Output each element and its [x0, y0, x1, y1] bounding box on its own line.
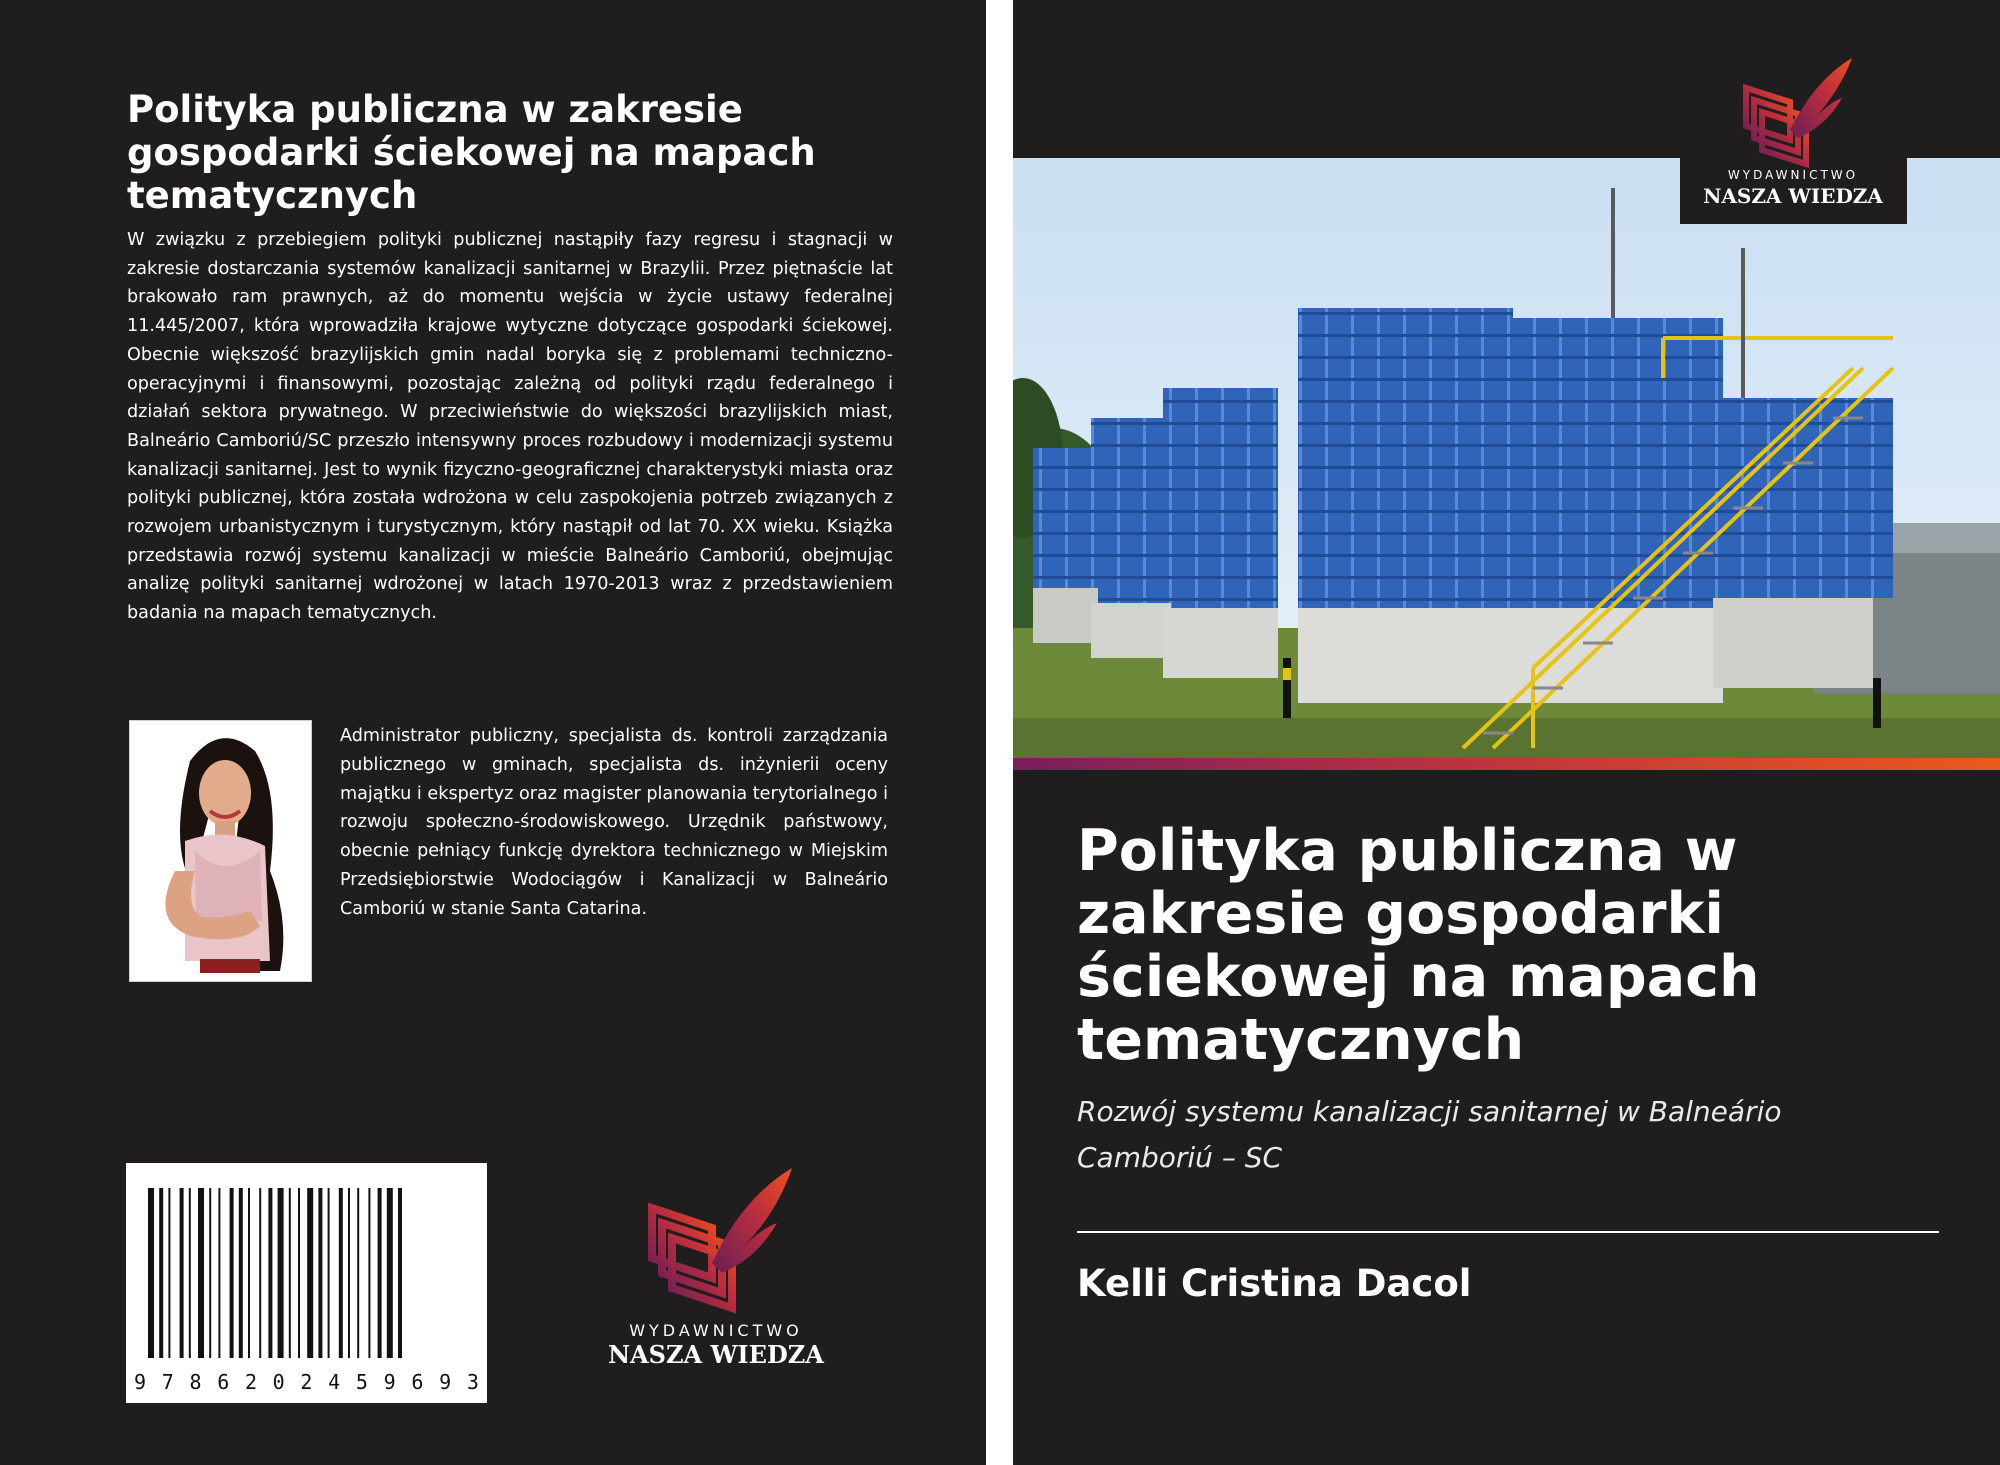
front-cover	[1013, 0, 2000, 1465]
isbn-digit: 6	[411, 1370, 424, 1394]
author-portrait-image	[130, 721, 311, 981]
barcode-bars	[126, 1163, 487, 1363]
isbn-barcode	[126, 1163, 487, 1403]
barcode-bar	[268, 1188, 272, 1358]
back-cover	[0, 0, 986, 1465]
barcode-bar	[348, 1188, 350, 1358]
publisher-line1: WYDAWNICTWO	[629, 1321, 803, 1340]
publisher-line2: NASZA WIEDZA	[1703, 184, 1883, 208]
isbn-digit: 8	[189, 1370, 202, 1394]
book-feather-icon	[592, 1168, 840, 1368]
book-description: W związku z przebiegiem polityki publicznej nastąpiły fazy regresu i stagnacji w zakresie dostarczania systemów kanalizacji sanitarnej w Brazylii. Przez piętnaście lat brakowało ram prawnych, aż do momentu wejścia w życie ustawy federalnej 11.445/2007, która wprowadziła krajowe wytyczne dotyczące gospodarki ściekowej. Obecnie większość brazylijskich gmin nadal boryka się z problemami techniczno-operacyjnymi i finansowymi, pozostając zależną od polityki rządu federalnego i działań sektora prywatnego. W przeciwieństwie do większości brazylijskich miast, Balneário Camboriú/SC przeszło intensywny proces rozbudowy i modernizacji systemu kanalizacji sanitarnej. Jest to wynik fizyczno-geograficznej charakterystyki miasta oraz polityki publicznej, która została wdrożona w celu zaspokojenia potrzeb związanych z rozwojem urbanistycznym i turystycznym, który nastąpił od lat 70. XX wieku. Książka przedstawia rozwój systemu kanalizacji w mieście Balneário Camboriú, obejmując analizę polityki sanitarnej wdrożonej w latach 1970-2013 wraz z przedstawieniem badania na mapach tematycznych.	[127, 230, 893, 624]
front-cover-title: Polityka publiczna w zakresie gospodarki ściekowej na mapach tematycznych	[1077, 818, 1760, 1073]
isbn-digit: 9	[439, 1370, 452, 1394]
back-cover-title: Polityka publiczna w zakresie gospodarki ściekowej na mapach tematycznych	[127, 88, 816, 217]
isbn-digit: 7	[161, 1370, 174, 1394]
barcode-bar	[378, 1188, 382, 1358]
barcode-bar	[248, 1188, 250, 1358]
book-feather-icon	[1680, 50, 1907, 224]
isbn-digit: 0	[272, 1370, 285, 1394]
barcode-bar	[230, 1188, 234, 1358]
publisher-logo-front	[1680, 50, 1907, 224]
barcode-bar	[278, 1188, 284, 1358]
isbn-digit: 2	[300, 1370, 313, 1394]
front-cover-subtitle: Rozwój systemu kanalizacji sanitarnej w Balneário Camboriú – SC	[1077, 1095, 1782, 1174]
isbn-digit: 5	[355, 1370, 368, 1394]
isbn-digit: 9	[134, 1370, 147, 1394]
wastewater-plant-image	[1013, 158, 2000, 758]
barcode-bar	[398, 1188, 402, 1358]
barcode-bar	[328, 1188, 330, 1358]
barcode-bar	[289, 1188, 291, 1358]
publisher-line2: NASZA WIEDZA	[608, 1340, 824, 1368]
isbn-digit: 4	[328, 1370, 341, 1394]
barcode-bar	[168, 1188, 170, 1358]
accent-bar	[1013, 758, 2000, 770]
barcode-bar	[189, 1188, 191, 1358]
barcode-bar	[368, 1188, 370, 1358]
barcode-bar	[259, 1188, 261, 1358]
publisher-logo-back	[592, 1168, 840, 1368]
author-bio: Administrator publiczny, specjalista ds. kontroli zarządzania publicznego w gminach, specjalista ds. inżynierii oceny majątku i ekspertyz oraz magister planowania terytorialnego i rozwoju społeczno-środowiskowego. Urzędnik państwowy, obecnie pełniący funkcję dyrektora technicznego w Miejskim Przedsiębiorstwie Wodociągów i Kanalizacji w Balneário Camboriú w stanie Santa Catarina.	[340, 726, 888, 919]
barcode-bar	[339, 1188, 343, 1358]
barcode-bar	[159, 1188, 163, 1358]
barcode-bar	[387, 1188, 393, 1358]
barcode-bar	[209, 1188, 211, 1358]
barcode-bar	[307, 1188, 313, 1358]
isbn-digit: 3	[466, 1370, 479, 1394]
isbn-digit: 9	[383, 1370, 396, 1394]
isbn-digit: 6	[217, 1370, 230, 1394]
barcode-bar	[357, 1188, 359, 1358]
barcode-bar	[148, 1188, 154, 1358]
barcode-bar	[180, 1188, 184, 1358]
barcode-bar	[318, 1188, 322, 1358]
isbn-digit: 2	[244, 1370, 257, 1394]
divider	[1077, 1231, 1939, 1233]
barcode-bar	[239, 1188, 243, 1358]
barcode-bar	[298, 1188, 300, 1358]
isbn-digits	[134, 1369, 479, 1395]
barcode-bar	[218, 1188, 220, 1358]
author-photo	[129, 720, 312, 982]
author-name: Kelli Cristina Dacol	[1077, 1262, 1472, 1305]
cover-photo	[1013, 158, 2000, 758]
publisher-line1: WYDAWNICTWO	[1727, 168, 1859, 182]
barcode-bar	[198, 1188, 204, 1358]
